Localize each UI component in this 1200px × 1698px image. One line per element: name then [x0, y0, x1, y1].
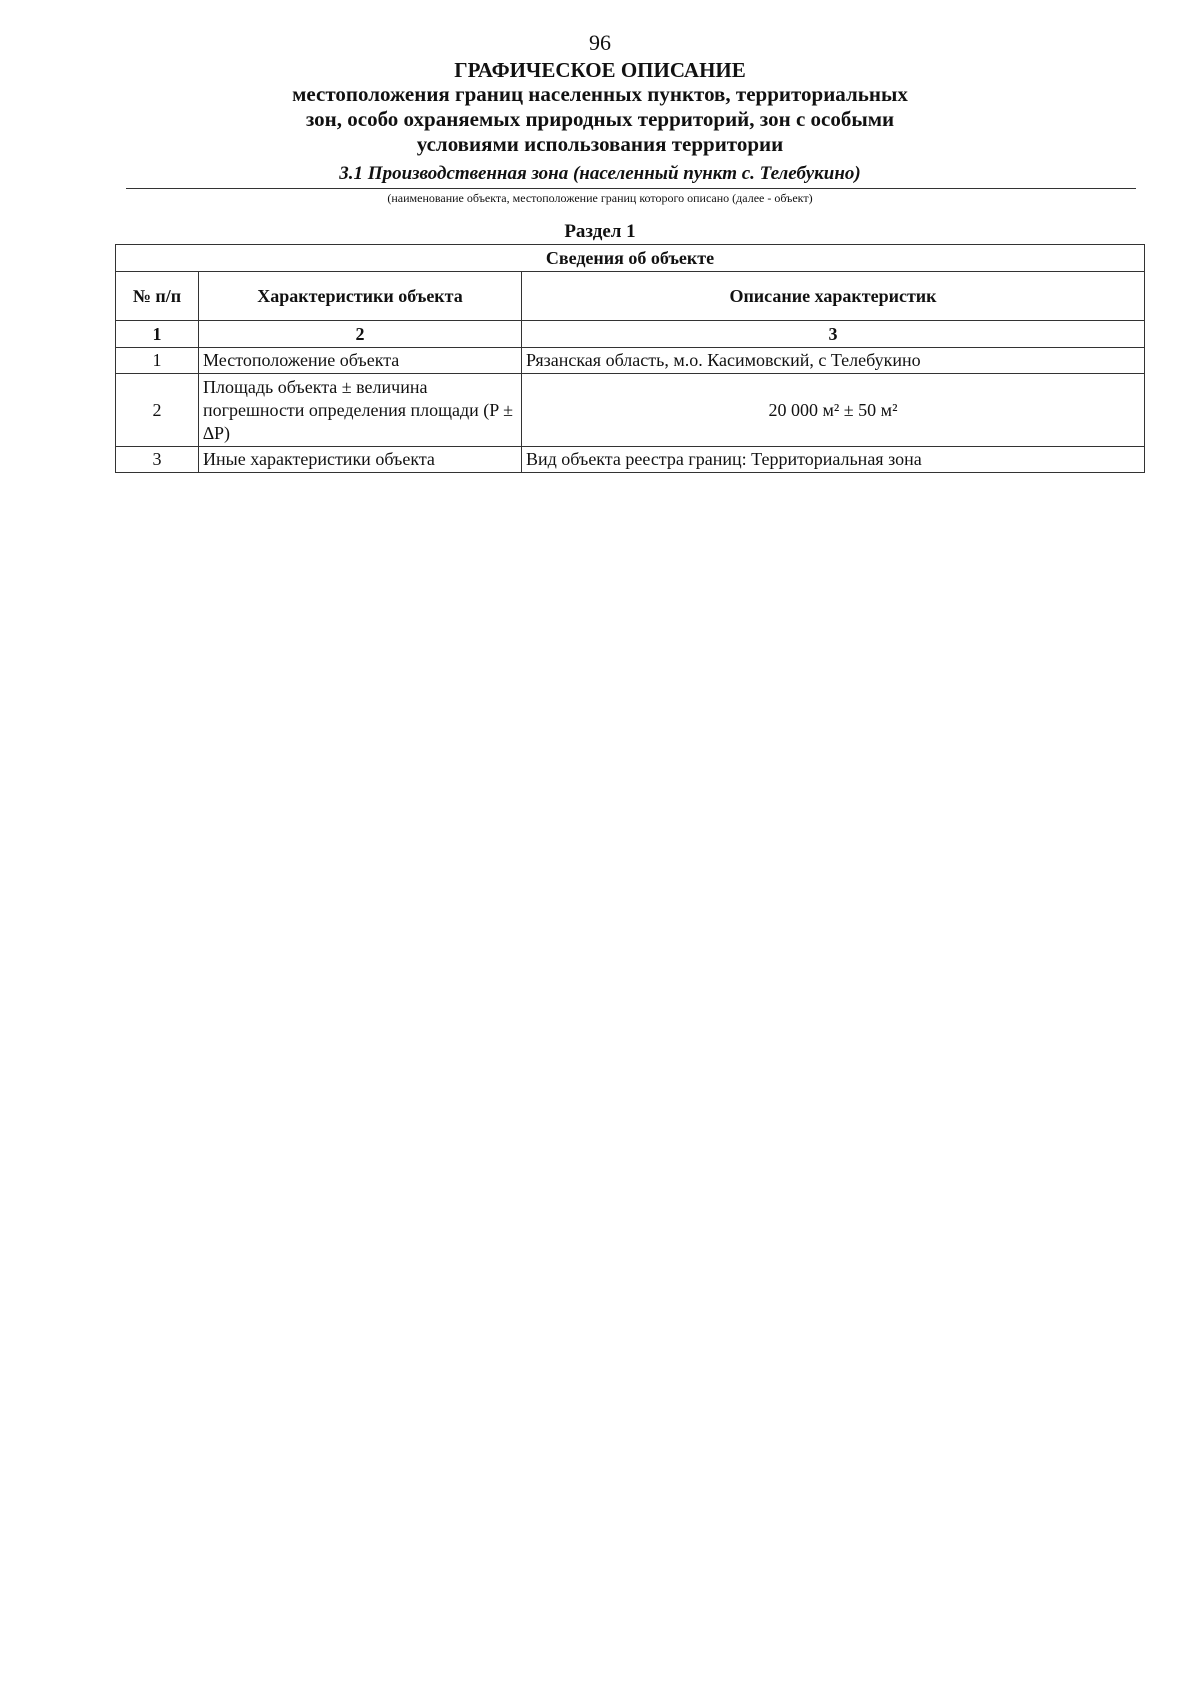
object-info-table [115, 244, 1145, 473]
object-caption: (наименование объекта, местоположение границ которого описано (далее - объект) [387, 191, 813, 205]
row-characteristic: Иные характеристики объекта [199, 447, 522, 473]
subtitle-line: местоположения границ населенных пунктов, территориальных [292, 82, 908, 106]
table-row [116, 447, 1145, 473]
column-header-description: Описание характеристик [522, 272, 1145, 321]
column-header-characteristic: Характеристики объекта [199, 272, 522, 321]
row-number: 1 [116, 348, 199, 374]
section-title: Раздел 1 [564, 221, 636, 242]
object-name-underline [126, 188, 1136, 189]
row-description: Вид объекта реестра границ: Территориальная зона [522, 447, 1145, 473]
object-name: 3.1 Производственная зона (населенный пункт с. Телебукино) [339, 163, 861, 184]
document-subtitle [0, 82, 1200, 157]
column-header-number: № п/п [116, 272, 199, 321]
table-caption: Сведения об объекте [116, 245, 1145, 272]
table-row [116, 374, 1145, 447]
table-header-row [116, 272, 1145, 321]
column-index: 3 [522, 321, 1145, 348]
row-characteristic: Площадь объекта ± величина погрешности определения площади (P ± ∆P) [199, 374, 522, 447]
row-description: Рязанская область, м.о. Касимовский, с Телебукино [522, 348, 1145, 374]
table-index-row [116, 321, 1145, 348]
subtitle-line: условиями использования территории [416, 132, 784, 156]
row-number: 2 [116, 374, 199, 447]
document-title: ГРАФИЧЕСКОЕ ОПИСАНИЕ [454, 58, 746, 82]
table-caption-row [116, 245, 1145, 272]
row-number: 3 [116, 447, 199, 473]
subtitle-line: зон, особо охраняемых природных территорий, зон с особыми [305, 107, 895, 131]
column-index: 1 [116, 321, 199, 348]
row-description: 20 000 м² ± 50 м² [522, 374, 1145, 447]
column-index: 2 [199, 321, 522, 348]
page-number: 96 [589, 30, 611, 55]
table-row [116, 348, 1145, 374]
row-characteristic: Местоположение объекта [199, 348, 522, 374]
